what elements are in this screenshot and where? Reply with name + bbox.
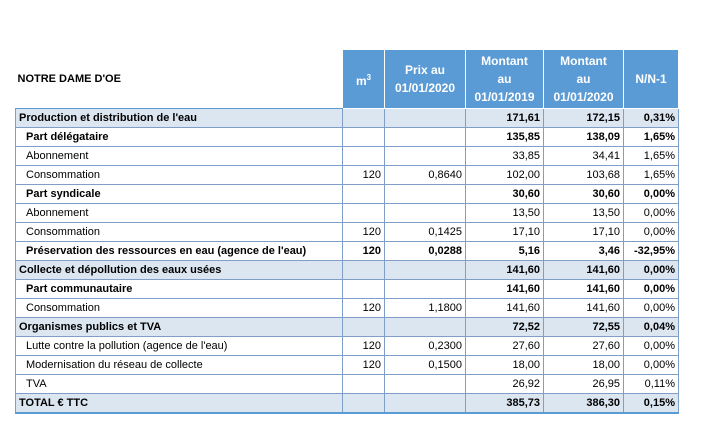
- row-montant-2019: 141,60: [466, 280, 544, 299]
- row-prix: 0,1425: [385, 223, 466, 242]
- row-evolution: 0,00%: [624, 261, 679, 280]
- price-table: [15, 49, 679, 414]
- header-m3-sup: 3: [366, 72, 372, 82]
- row-montant-2020: 30,60: [544, 185, 624, 204]
- row-prix: [385, 394, 466, 414]
- row-evolution: 0,00%: [624, 299, 679, 318]
- header-montant-2020-line3: 01/01/2020: [553, 90, 614, 104]
- table-row: [16, 394, 679, 414]
- row-m3: 120: [343, 242, 385, 261]
- row-montant-2019: 18,00: [466, 356, 544, 375]
- row-m3: [343, 185, 385, 204]
- header-montant-2020-line1: Montant: [560, 54, 607, 68]
- row-label: Part syndicale: [16, 185, 343, 204]
- table-row: [16, 299, 679, 318]
- table-row: [16, 280, 679, 299]
- table-row: [16, 318, 679, 337]
- table-body: [16, 109, 679, 414]
- row-m3: 120: [343, 223, 385, 242]
- row-montant-2019: 385,73: [466, 394, 544, 414]
- row-evolution: 0,11%: [624, 375, 679, 394]
- row-montant-2020: 26,95: [544, 375, 624, 394]
- table-row: [16, 223, 679, 242]
- row-m3: [343, 280, 385, 299]
- row-m3: 120: [343, 337, 385, 356]
- header-montant-2019: [466, 50, 544, 109]
- header-montant-2019-line3: 01/01/2019: [474, 90, 535, 104]
- row-prix: 1,1800: [385, 299, 466, 318]
- row-montant-2020: 3,46: [544, 242, 624, 261]
- table-row: [16, 337, 679, 356]
- row-prix: [385, 147, 466, 166]
- row-montant-2019: 30,60: [466, 185, 544, 204]
- row-label: TVA: [16, 375, 343, 394]
- header-evolution: N/N-1: [624, 50, 679, 109]
- row-montant-2019: 13,50: [466, 204, 544, 223]
- row-montant-2019: 27,60: [466, 337, 544, 356]
- row-evolution: 0,04%: [624, 318, 679, 337]
- row-label: Lutte contre la pollution (agence de l'eau): [16, 337, 343, 356]
- header-montant-2020-line2: au: [576, 72, 591, 86]
- row-label: Part communautaire: [16, 280, 343, 299]
- row-montant-2019: 171,61: [466, 109, 544, 128]
- row-label: Organismes publics et TVA: [16, 318, 343, 337]
- row-prix: [385, 261, 466, 280]
- row-label: Part délégataire: [16, 128, 343, 147]
- row-label: Consommation: [16, 299, 343, 318]
- row-prix: [385, 280, 466, 299]
- row-label: Consommation: [16, 166, 343, 185]
- row-evolution: 1,65%: [624, 147, 679, 166]
- header-prix-line1: Prix au: [404, 63, 446, 77]
- row-label: Consommation: [16, 223, 343, 242]
- row-label: Préservation des ressources en eau (agence de l'eau): [16, 242, 343, 261]
- header-prix-line2: 01/01/2020: [394, 81, 456, 95]
- row-montant-2020: 103,68: [544, 166, 624, 185]
- row-montant-2019: 72,52: [466, 318, 544, 337]
- row-montant-2020: 34,41: [544, 147, 624, 166]
- row-prix: 0,8640: [385, 166, 466, 185]
- row-montant-2019: 33,85: [466, 147, 544, 166]
- row-m3: 120: [343, 356, 385, 375]
- row-label: TOTAL € TTC: [16, 394, 343, 414]
- row-montant-2020: 17,10: [544, 223, 624, 242]
- row-m3: 120: [343, 299, 385, 318]
- table-row: [16, 147, 679, 166]
- table-row: [16, 375, 679, 394]
- row-evolution: 0,00%: [624, 356, 679, 375]
- table-row: [16, 128, 679, 147]
- row-m3: [343, 204, 385, 223]
- row-evolution: 0,15%: [624, 394, 679, 414]
- row-montant-2020: 27,60: [544, 337, 624, 356]
- table-row: [16, 166, 679, 185]
- row-m3: [343, 261, 385, 280]
- row-montant-2019: 135,85: [466, 128, 544, 147]
- table-row: [16, 204, 679, 223]
- row-prix: 0,2300: [385, 337, 466, 356]
- row-label: Abonnement: [16, 147, 343, 166]
- row-montant-2019: 141,60: [466, 299, 544, 318]
- row-prix: [385, 185, 466, 204]
- row-montant-2019: 5,16: [466, 242, 544, 261]
- header-m3-label: m: [355, 73, 367, 88]
- row-evolution: 0,00%: [624, 185, 679, 204]
- row-montant-2020: 172,15: [544, 109, 624, 128]
- row-montant-2020: 13,50: [544, 204, 624, 223]
- row-montant-2019: 17,10: [466, 223, 544, 242]
- header-prix: [385, 50, 466, 109]
- row-montant-2019: 26,92: [466, 375, 544, 394]
- row-montant-2019: 102,00: [466, 166, 544, 185]
- header-row: [16, 50, 679, 109]
- row-prix: [385, 318, 466, 337]
- row-m3: [343, 375, 385, 394]
- row-evolution: -32,95%: [624, 242, 679, 261]
- row-m3: [343, 394, 385, 414]
- row-prix: [385, 204, 466, 223]
- row-m3: [343, 147, 385, 166]
- row-montant-2020: 72,55: [544, 318, 624, 337]
- row-montant-2020: 141,60: [544, 280, 624, 299]
- row-montant-2020: 18,00: [544, 356, 624, 375]
- row-m3: 120: [343, 166, 385, 185]
- row-evolution: 0,00%: [624, 223, 679, 242]
- row-evolution: 0,00%: [624, 204, 679, 223]
- table-row: [16, 109, 679, 128]
- row-prix: [385, 109, 466, 128]
- row-prix: 0,1500: [385, 356, 466, 375]
- row-prix: [385, 375, 466, 394]
- row-prix: 0,0288: [385, 242, 466, 261]
- header-montant-2019-line1: Montant: [481, 54, 528, 68]
- header-montant-2019-line2: au: [497, 72, 512, 86]
- row-montant-2020: 386,30: [544, 394, 624, 414]
- header-montant-2020: [544, 50, 624, 109]
- commune-title: NOTRE DAME D'OE: [16, 50, 343, 109]
- row-montant-2019: 141,60: [466, 261, 544, 280]
- row-label: Abonnement: [16, 204, 343, 223]
- row-evolution: 1,65%: [624, 166, 679, 185]
- row-montant-2020: 138,09: [544, 128, 624, 147]
- row-evolution: 0,31%: [624, 109, 679, 128]
- row-m3: [343, 318, 385, 337]
- table-row: [16, 242, 679, 261]
- row-evolution: 0,00%: [624, 280, 679, 299]
- row-prix: [385, 128, 466, 147]
- table-row: [16, 356, 679, 375]
- row-label: Production et distribution de l'eau: [16, 109, 343, 128]
- row-montant-2020: 141,60: [544, 299, 624, 318]
- table-row: [16, 261, 679, 280]
- row-m3: [343, 109, 385, 128]
- row-evolution: 0,00%: [624, 337, 679, 356]
- row-evolution: 1,65%: [624, 128, 679, 147]
- row-label: Modernisation du réseau de collecte: [16, 356, 343, 375]
- row-m3: [343, 128, 385, 147]
- table-row: [16, 185, 679, 204]
- header-m3: [343, 50, 385, 109]
- row-label: Collecte et dépollution des eaux usées: [16, 261, 343, 280]
- row-montant-2020: 141,60: [544, 261, 624, 280]
